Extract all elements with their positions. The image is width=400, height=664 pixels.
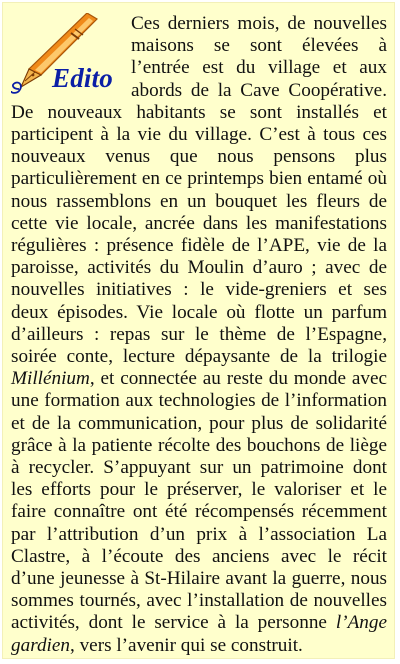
edito-title: Edito bbox=[52, 63, 114, 93]
article-text-3: , vers l’avenir qui se construit. bbox=[69, 634, 303, 656]
edito-logo bbox=[11, 13, 129, 95]
article-business-name: l’Ange gardien bbox=[11, 612, 387, 656]
edito-panel bbox=[2, 2, 395, 659]
article-title-millenium: Millénium bbox=[11, 368, 90, 390]
article-text-1: Ces derniers mois, de nouvelles maisons se sont élevées à l’entrée est du village et aux abords de la Cave Coopérative. De nouveaux habitants se sont installés et participent à la vie du village. C’est à tous ces nouveaux venus que nous pensons plus particulièrement en ce printemps bien entamé où nous rassemblons en un bouquet les fleurs de cette vie locale, ancrée dans les manifestations régulières : présence fidèle de l’APE, vie de la paroisse, activités du Moulin d’auro ; avec de nouvelles initiatives : le vide-greniers et ses deux épisodes. Vie locale où flotte un parfum d’ailleurs : repas sur le thème de l’Espagne, soirée conte, lecture dépaysante de la trilogie bbox=[11, 13, 387, 368]
edito-article bbox=[3, 3, 394, 657]
article-text-2: , et connectée au reste du monde avec une formation aux technologies de l’information et de la communication, pour plus de solidarité grâce à la patiente récolte des bouchons de liège à recycler. S’appuyant sur un patrimoine dont les efforts pour le préserver, le valoriser et le faire connaître ont été récompensés récemment par l’attribution d’un prix à l’association La Clastre, à l’écoute des anciens avec le récit d’une jeunesse à St-Hilaire avant la guerre, nous sommes tournés, avec l’installation de nouvelles activités, dont le service à la personne bbox=[11, 368, 387, 634]
edito-paragraph bbox=[11, 13, 387, 657]
